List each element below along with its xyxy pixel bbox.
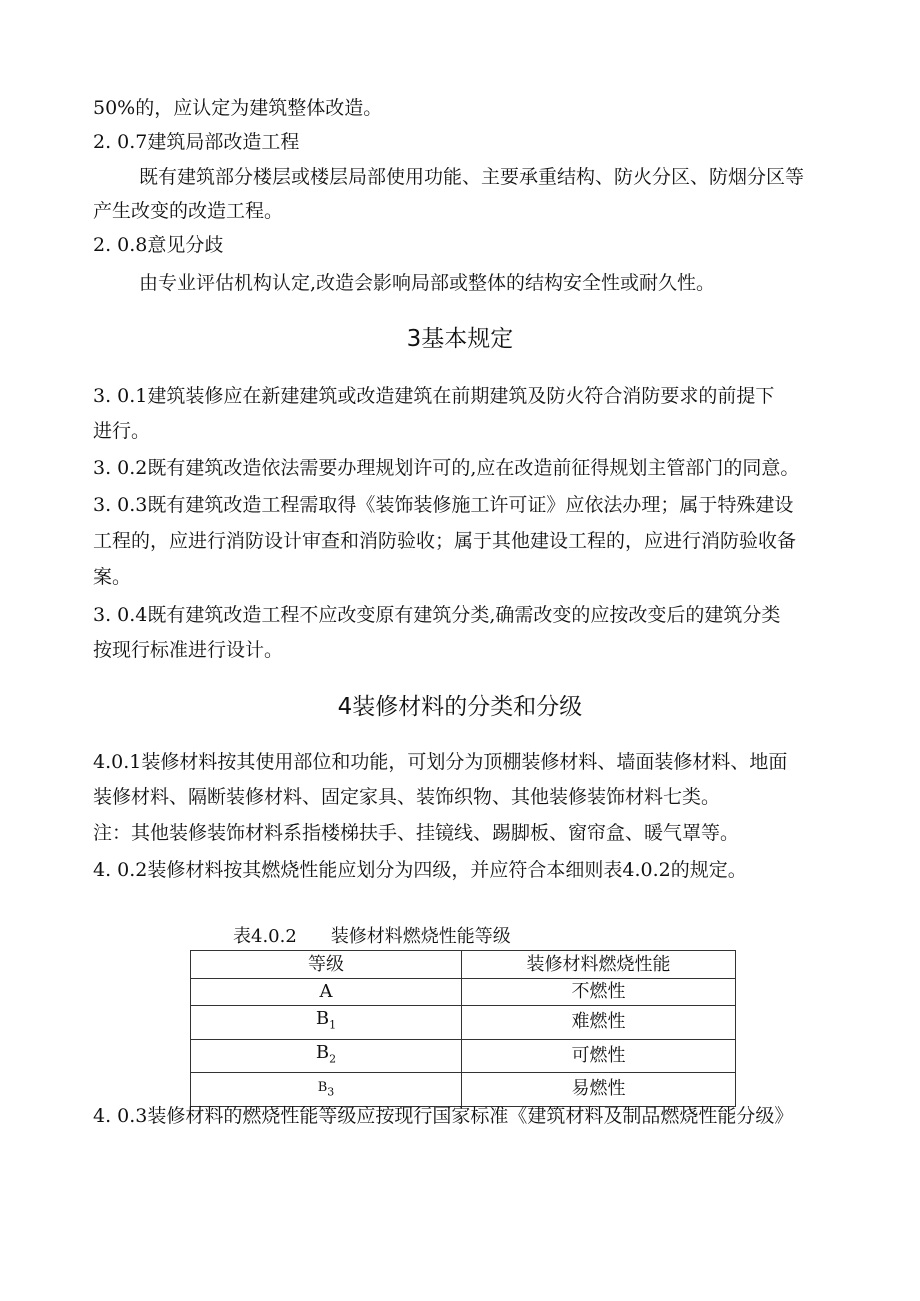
performance-cell: 不燃性 (462, 979, 736, 1006)
table-row (191, 1006, 736, 1040)
grade-letter: B (315, 1008, 330, 1029)
clause-2-0-7: 2. 0.7建筑局部改造工程 (93, 131, 300, 153)
grade-letter: A (319, 981, 333, 1002)
table-caption (233, 924, 511, 950)
clause-4-0-2: 4. 0.2装修材料按其燃烧性能应划分为四级，并应符合本细则表4.0.2的规定。 (93, 859, 747, 881)
clause-4-0-3: 4. 0.3装修材料的燃烧性能等级应按现行国家标准《建筑材料及制品燃烧性能分级》 (93, 1105, 794, 1127)
clause-4-0-1-line2: 装修材料、隔断装修材料、固定家具、装饰织物、其他装修装饰材料七类。 (93, 786, 721, 808)
performance-cell: 易燃性 (462, 1073, 736, 1107)
clause-3-0-3-line1: 3. 0.3既有建筑改造工程需取得《装饰装修施工许可证》应依法办理；属于特殊建设 (93, 494, 794, 516)
performance-cell: 可燃性 (462, 1039, 736, 1073)
clause-3-0-4-line2: 按现行标准进行设计。 (93, 639, 284, 661)
section-4-heading: 4装修材料的分类和分级 (337, 694, 583, 720)
clause-3-0-4-line1: 3. 0.4既有建筑改造工程不应改变原有建筑分类,确需改变的应按改变后的建筑分类 (93, 604, 781, 626)
clause-4-0-1-note: 注：其他装修装饰材料系指楼梯扶手、挂镜线、踢脚板、窗帘盒、暖气罩等。 (93, 822, 740, 844)
section-3-heading: 3基本规定 (406, 326, 514, 352)
table-row (191, 979, 736, 1006)
table-caption-number: 表4.0.2 (233, 926, 297, 947)
grade-cell (191, 979, 462, 1006)
paragraph-overall-renovation: 50%的，应认定为建筑整体改造。 (93, 97, 383, 119)
grade-subscript: 2 (329, 1052, 337, 1066)
clause-2-0-7-body-line1: 既有建筑部分楼层或楼层局部使用功能、主要承重结构、防火分区、防烟分区等 (139, 166, 805, 188)
clause-3-0-3-line2: 工程的，应进行消防设计审查和消防验收；属于其他建设工程的，应进行消防验收备 (93, 530, 797, 552)
header-performance: 装修材料燃烧性能 (462, 951, 736, 979)
grade-cell (191, 1039, 462, 1073)
clause-2-0-8-body: 由专业评估机构认定,改造会影响局部或整体的结构安全性或耐久性。 (139, 272, 716, 294)
grade-cell (191, 1006, 462, 1040)
grade-subscript: 3 (327, 1085, 335, 1099)
clause-3-0-1-line1: 3. 0.1建筑装修应在新建建筑或改造建筑在前期建筑及防火符合消防要求的前提下 (93, 385, 775, 407)
table-header-row (191, 951, 736, 979)
clause-2-0-7-body-line2: 产生改变的改造工程。 (93, 200, 284, 222)
clause-3-0-3-line3: 案。 (93, 566, 132, 588)
header-grade: 等级 (191, 951, 462, 979)
table-caption-title: 装修材料燃烧性能等级 (330, 926, 511, 947)
clause-3-0-2: 3. 0.2既有建筑改造依法需要办理规划许可的,应在改造前征得规划主管部门的同意。 (93, 457, 800, 479)
table-row (191, 1039, 736, 1073)
grade-subscript: 1 (329, 1018, 337, 1032)
clause-4-0-1-line1: 4.0.1装修材料按其使用部位和功能，可划分为顶棚装修材料、墙面装修材料、地面 (93, 751, 788, 773)
clause-3-0-1-line2: 进行。 (93, 420, 151, 442)
grade-letter: B (315, 1041, 330, 1063)
performance-cell: 难燃性 (462, 1006, 736, 1040)
grade-letter: B (317, 1080, 328, 1096)
fire-performance-table (190, 950, 736, 1107)
clause-2-0-8: 2. 0.8意见分歧 (93, 234, 224, 256)
